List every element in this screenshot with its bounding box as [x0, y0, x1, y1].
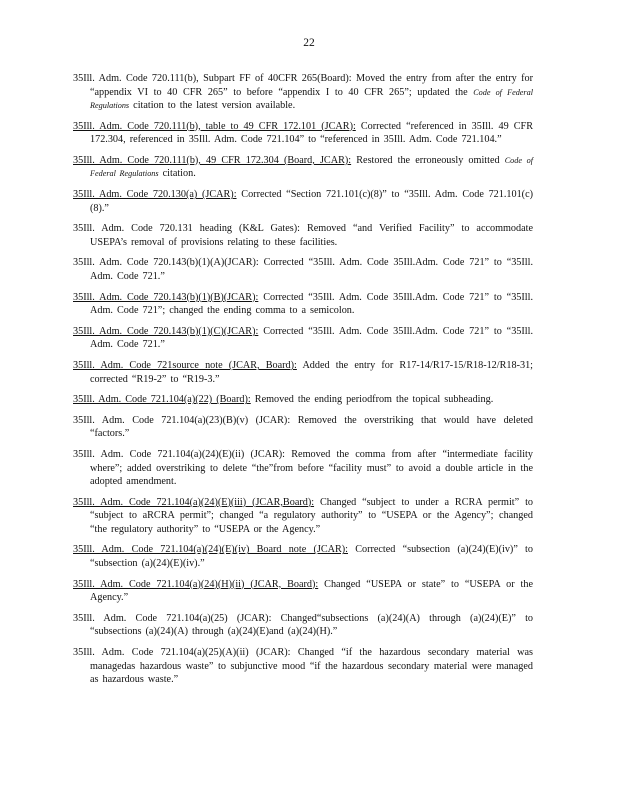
list-item: [73, 496, 533, 537]
list-item: [73, 543, 533, 570]
list-item: [73, 120, 533, 147]
entry-text: Changed “subject to under a RCRA permit” to “subject to aRCRA permit”; changed “a regulatory authority” to “USEPA or the Agency”; changed “the regulatory authority” to “USEPA or the Agency.”: [90, 496, 533, 535]
entry-text: Corrected “35Ill. Adm. Code 35Ill.Adm. Code 721” to “35Ill. Adm. Code 721.”: [90, 325, 533, 351]
entry-citation: 35Ill. Adm. Code 721.104(a)(24)(H)(ii) (JCAR, Board):: [73, 578, 319, 590]
entry-citation: 35Ill. Adm. Code 721.104(a)(25)(A)(ii) (JCAR):: [73, 647, 291, 658]
entry-citation: 35Ill. Adm. Code 720.130(a) (JCAR):: [73, 189, 237, 201]
entry-text: Removed the comma from after “intermediate facility where”; added overstriking to delete “the”from before “facility must” to avoid a double article in the adopted amendment.: [90, 449, 533, 488]
entry-citation: 35Ill. Adm. Code 721.104(a)(24)(E)(iii) (JCAR,Board):: [73, 496, 315, 508]
page-number: 22: [303, 37, 315, 49]
entry-citation: 35Ill. Adm. Code 720.143(b)(1)(B)(JCAR):: [73, 291, 259, 303]
entry-citation: 35Ill. Adm. Code 720.111(b), Subpart FF of 40CFR 265(Board):: [73, 73, 352, 84]
entry-text: Corrected “referenced in 35Ill. 49 CFR 172.304, referenced in 35Ill. Adm. Code 721.104” to “referenced in 35Ill. Adm. Code 721.104.”: [90, 120, 533, 146]
list-item: [73, 256, 533, 283]
list-item: [73, 414, 533, 441]
list-item: [73, 612, 533, 639]
list-item: [73, 393, 533, 407]
list-item: [73, 646, 533, 687]
list-item: [73, 291, 533, 318]
entry-citation: 35Ill. Adm. Code 720.143(b)(1)(A)(JCAR):: [73, 257, 259, 269]
entry-citation: 35Ill. Adm. Code 721.104(a)(25) (JCAR):: [73, 612, 272, 624]
entry-citation: 35Ill. Adm. Code 720.111(b), 49 CFR 172.304 (Board, JCAR):: [73, 154, 352, 166]
entry-text: Added the entry for R17-14/R17-15/R18-12/R18-31; corrected “R19-2” to “R19-3.”: [90, 360, 533, 385]
entry-citation: 35Ill. Adm. Code 720.143(b)(1)(C)(JCAR):: [73, 325, 259, 337]
list-item: [73, 154, 533, 181]
entry-title: Code of Federal Regulations: [90, 155, 533, 179]
entry-text: Corrected “Section 721.101(c)(8)” to “35Ill. Adm. Code 721.101(c)(8).”: [90, 189, 533, 214]
list-item: [73, 72, 533, 113]
entry-text: Moved the entry from after the entry for “appendix VI to 40 CFR 265” to before “appendix I to 40 CFR 265”; updated the: [90, 73, 533, 98]
list-item: [73, 222, 533, 249]
entry-citation: 35Ill. Adm. Code 721source note (JCAR, Board):: [73, 360, 297, 371]
entry-text: Changed “if the hazardous secondary material was managedas hazardous waste” to subjunctive mood “if the hazardous secondary material were managed as hazardous waste.”: [90, 647, 534, 685]
entry-citation: 35Ill. Adm. Code 721.104(a)(23)(B)(v) (JCAR):: [73, 414, 291, 426]
entry-text: Removed “and Verified Facility” to accommodate USEPA’s removal of provisions relating to these facilities.: [90, 223, 533, 248]
entry-citation: 35Ill. Adm. Code 721.104(a)(22) (Board):: [73, 394, 251, 406]
list-item: [73, 448, 533, 489]
entry-title: Code of Federal Regulations: [90, 87, 533, 110]
entry-text: Changed“subsections (a)(24)(A) through (a)(24)(E)” to “subsections (a)(24)(A) through (a)(24)(E)and (a)(24)(H).”: [90, 612, 533, 638]
entry-text-after: citation to the latest version available.: [129, 100, 296, 111]
entry-text: Removed the ending periodfrom the topical subheading.: [250, 394, 494, 406]
entry-citation: 35Ill. Adm. Code 720.111(b), table to 49 CFR 172.101 (JCAR):: [73, 120, 356, 132]
entry-text: Changed “USEPA or state” to “USEPA or the Agency.”: [90, 578, 533, 604]
entry-citation: 35Ill. Adm. Code 721.104(a)(24)(E)(ii) (JCAR):: [73, 449, 286, 461]
entry-citation: 35Ill. Adm. Code 720.131 heading (K&L Gates):: [73, 223, 300, 235]
entry-text: Corrected “35Ill. Adm. Code 35Ill.Adm. Code 721” to “35Ill. Adm. Code 721.”: [90, 257, 534, 282]
entry-text: Corrected “35Ill. Adm. Code 35Ill.Adm. Code 721” to “35Ill. Adm. Code 721”; changed the ending comma to a semicolon.: [90, 291, 533, 317]
entry-text: Restored the erroneously omitted: [351, 154, 505, 166]
entry-text-after: citation.: [158, 168, 196, 180]
list-item: [73, 325, 533, 352]
entry-text: Removed the overstriking that would have deleted “factors.”: [90, 414, 533, 440]
list-item: [73, 578, 533, 605]
errata-list: [73, 72, 533, 694]
entry-text: Corrected “subsection (a)(24)(E)(iv)” to “subsection (a)(24)(E)(iv).”: [90, 544, 533, 569]
list-item: [73, 188, 533, 215]
list-item: [73, 359, 533, 386]
entry-citation: 35Ill. Adm. Code 721.104(a)(24)(E)(iv) Board note (JCAR):: [73, 544, 348, 556]
